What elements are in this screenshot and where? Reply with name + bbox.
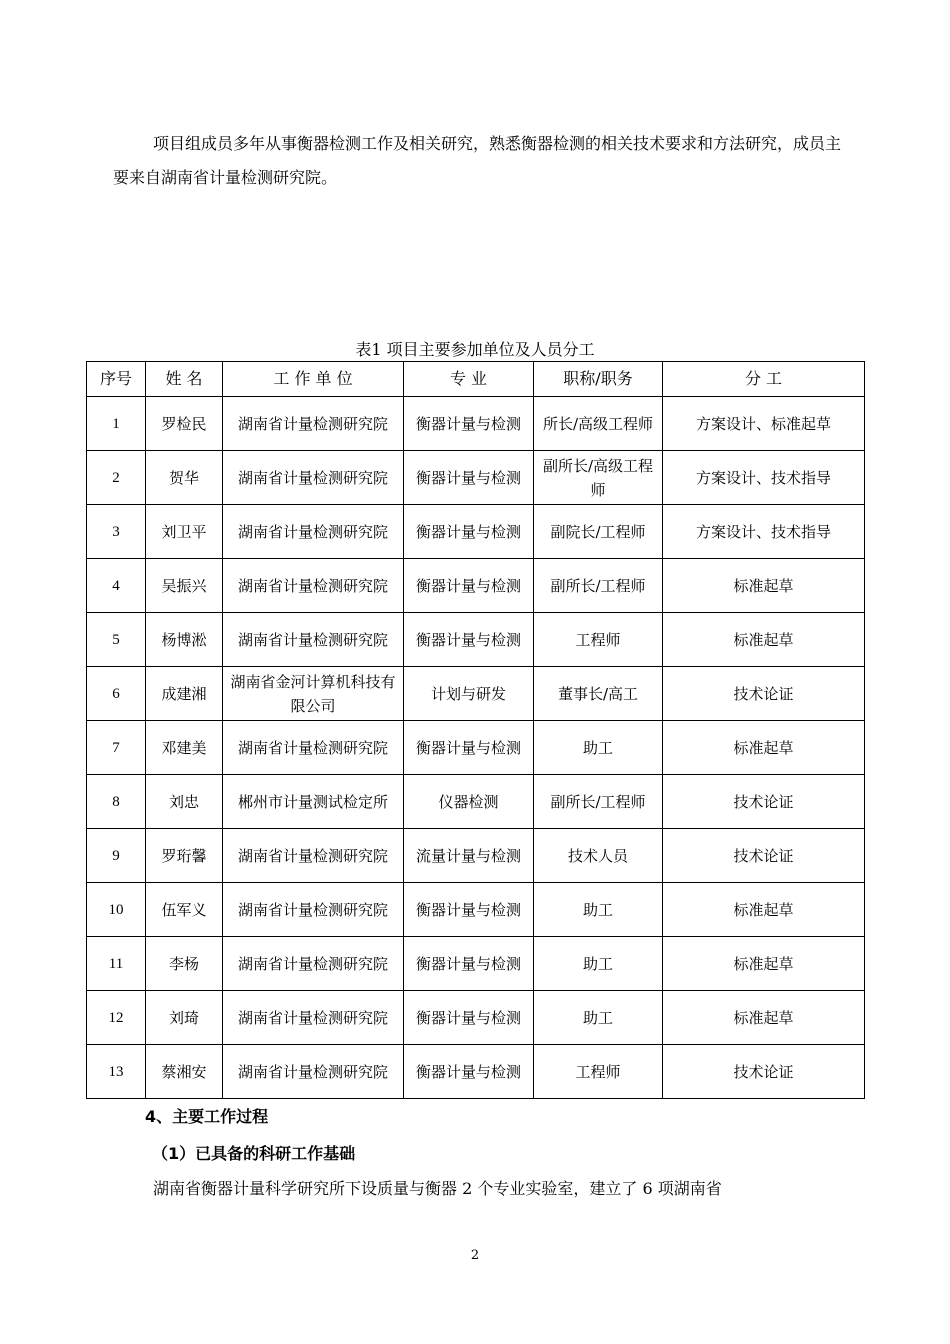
cell-role: 技术论证 (663, 667, 865, 721)
cell-name: 杨博淞 (146, 613, 223, 667)
cell-no: 12 (87, 991, 146, 1045)
cell-no: 9 (87, 829, 146, 883)
table-row (87, 775, 865, 829)
cell-no: 6 (87, 667, 146, 721)
cell-no: 2 (87, 451, 146, 505)
header-role: 分 工 (663, 362, 865, 397)
cell-role: 技术论证 (663, 1045, 865, 1099)
cell-no: 13 (87, 1045, 146, 1099)
cell-title: 副所长/工程师 (534, 775, 663, 829)
cell-role: 标准起草 (663, 613, 865, 667)
cell-role: 方案设计、技术指导 (663, 505, 865, 559)
header-title: 职称/职务 (534, 362, 663, 397)
cell-name: 贺华 (146, 451, 223, 505)
cell-major: 衡器计量与检测 (404, 451, 534, 505)
staff-table (86, 361, 865, 1099)
cell-major: 衡器计量与检测 (404, 991, 534, 1045)
cell-name: 伍军义 (146, 883, 223, 937)
table-row (87, 991, 865, 1045)
cell-title: 助工 (534, 991, 663, 1045)
cell-role: 标准起草 (663, 721, 865, 775)
cell-unit: 郴州市计量测试检定所 (223, 775, 404, 829)
table-row (87, 721, 865, 775)
cell-unit: 湖南省计量检测研究院 (223, 721, 404, 775)
cell-role: 标准起草 (663, 991, 865, 1045)
cell-role: 标准起草 (663, 883, 865, 937)
cell-unit: 湖南省计量检测研究院 (223, 1045, 404, 1099)
subsection-heading: （1）已具备的科研工作基础 (152, 1144, 356, 1163)
cell-unit: 湖南省计量检测研究院 (223, 991, 404, 1045)
cell-unit: 湖南省计量检测研究院 (223, 505, 404, 559)
cell-no: 1 (87, 397, 146, 451)
cell-unit: 湖南省计量检测研究院 (223, 451, 404, 505)
cell-no: 3 (87, 505, 146, 559)
header-unit: 工 作 单 位 (223, 362, 404, 397)
cell-title: 副所长/工程师 (534, 559, 663, 613)
table-row (87, 397, 865, 451)
header-major: 专 业 (404, 362, 534, 397)
cell-role: 技术论证 (663, 829, 865, 883)
cell-name: 李杨 (146, 937, 223, 991)
cell-unit: 湖南省计量检测研究院 (223, 559, 404, 613)
cell-title: 董事长/高工 (534, 667, 663, 721)
table-caption: 表1 项目主要参加单位及人员分工 (355, 340, 595, 359)
cell-major: 计划与研发 (404, 667, 534, 721)
body-text: 湖南省衡器计量科学研究所下设质量与衡器 2 个专业实验室，建立了 6 项湖南省 (153, 1179, 722, 1198)
table-row (87, 937, 865, 991)
cell-title: 所长/高级工程师 (534, 397, 663, 451)
cell-major: 衡器计量与检测 (404, 505, 534, 559)
table-row (87, 505, 865, 559)
cell-unit: 湖南省金河计算机科技有限公司 (223, 667, 404, 721)
cell-title: 工程师 (534, 613, 663, 667)
header-no: 序号 (87, 362, 146, 397)
cell-unit: 湖南省计量检测研究院 (223, 397, 404, 451)
cell-no: 10 (87, 883, 146, 937)
cell-role: 标准起草 (663, 559, 865, 613)
cell-name: 罗检民 (146, 397, 223, 451)
cell-name: 邓建美 (146, 721, 223, 775)
cell-role: 技术论证 (663, 775, 865, 829)
table-row (87, 1045, 865, 1099)
cell-major: 衡器计量与检测 (404, 1045, 534, 1099)
cell-major: 衡器计量与检测 (404, 397, 534, 451)
cell-role: 方案设计、技术指导 (663, 451, 865, 505)
table-row (87, 667, 865, 721)
cell-major: 衡器计量与检测 (404, 883, 534, 937)
cell-unit: 湖南省计量检测研究院 (223, 613, 404, 667)
cell-name: 成建湘 (146, 667, 223, 721)
cell-role: 方案设计、标准起草 (663, 397, 865, 451)
cell-name: 吴振兴 (146, 559, 223, 613)
cell-major: 流量计量与检测 (404, 829, 534, 883)
cell-name: 刘卫平 (146, 505, 223, 559)
cell-major: 衡器计量与检测 (404, 613, 534, 667)
cell-no: 5 (87, 613, 146, 667)
cell-title: 助工 (534, 721, 663, 775)
cell-no: 7 (87, 721, 146, 775)
cell-title: 副院长/工程师 (534, 505, 663, 559)
table-row (87, 451, 865, 505)
cell-major: 衡器计量与检测 (404, 721, 534, 775)
section-heading: 4、主要工作过程 (145, 1107, 269, 1126)
cell-name: 刘琦 (146, 991, 223, 1045)
cell-major: 衡器计量与检测 (404, 559, 534, 613)
cell-major: 仪器检测 (404, 775, 534, 829)
cell-title: 工程师 (534, 1045, 663, 1099)
header-name: 姓 名 (146, 362, 223, 397)
cell-name: 蔡湘安 (146, 1045, 223, 1099)
cell-unit: 湖南省计量检测研究院 (223, 937, 404, 991)
table-row (87, 829, 865, 883)
cell-title: 助工 (534, 883, 663, 937)
cell-unit: 湖南省计量检测研究院 (223, 829, 404, 883)
cell-title: 副所长/高级工程师 (534, 451, 663, 505)
cell-no: 8 (87, 775, 146, 829)
cell-title: 助工 (534, 937, 663, 991)
cell-title: 技术人员 (534, 829, 663, 883)
intro-paragraph: 项目组成员多年从事衡器检测工作及相关研究，熟悉衡器检测的相关技术要求和方法研究，成员主要来自湖南省计量检测研究院。 (113, 134, 842, 187)
cell-role: 标准起草 (663, 937, 865, 991)
table-row (87, 613, 865, 667)
cell-unit: 湖南省计量检测研究院 (223, 883, 404, 937)
cell-name: 罗珩馨 (146, 829, 223, 883)
cell-no: 4 (87, 559, 146, 613)
cell-no: 11 (87, 937, 146, 991)
table-row (87, 559, 865, 613)
page-number: 2 (470, 1248, 480, 1263)
table-header-row (87, 362, 865, 397)
cell-name: 刘忠 (146, 775, 223, 829)
cell-major: 衡器计量与检测 (404, 937, 534, 991)
table-row (87, 883, 865, 937)
